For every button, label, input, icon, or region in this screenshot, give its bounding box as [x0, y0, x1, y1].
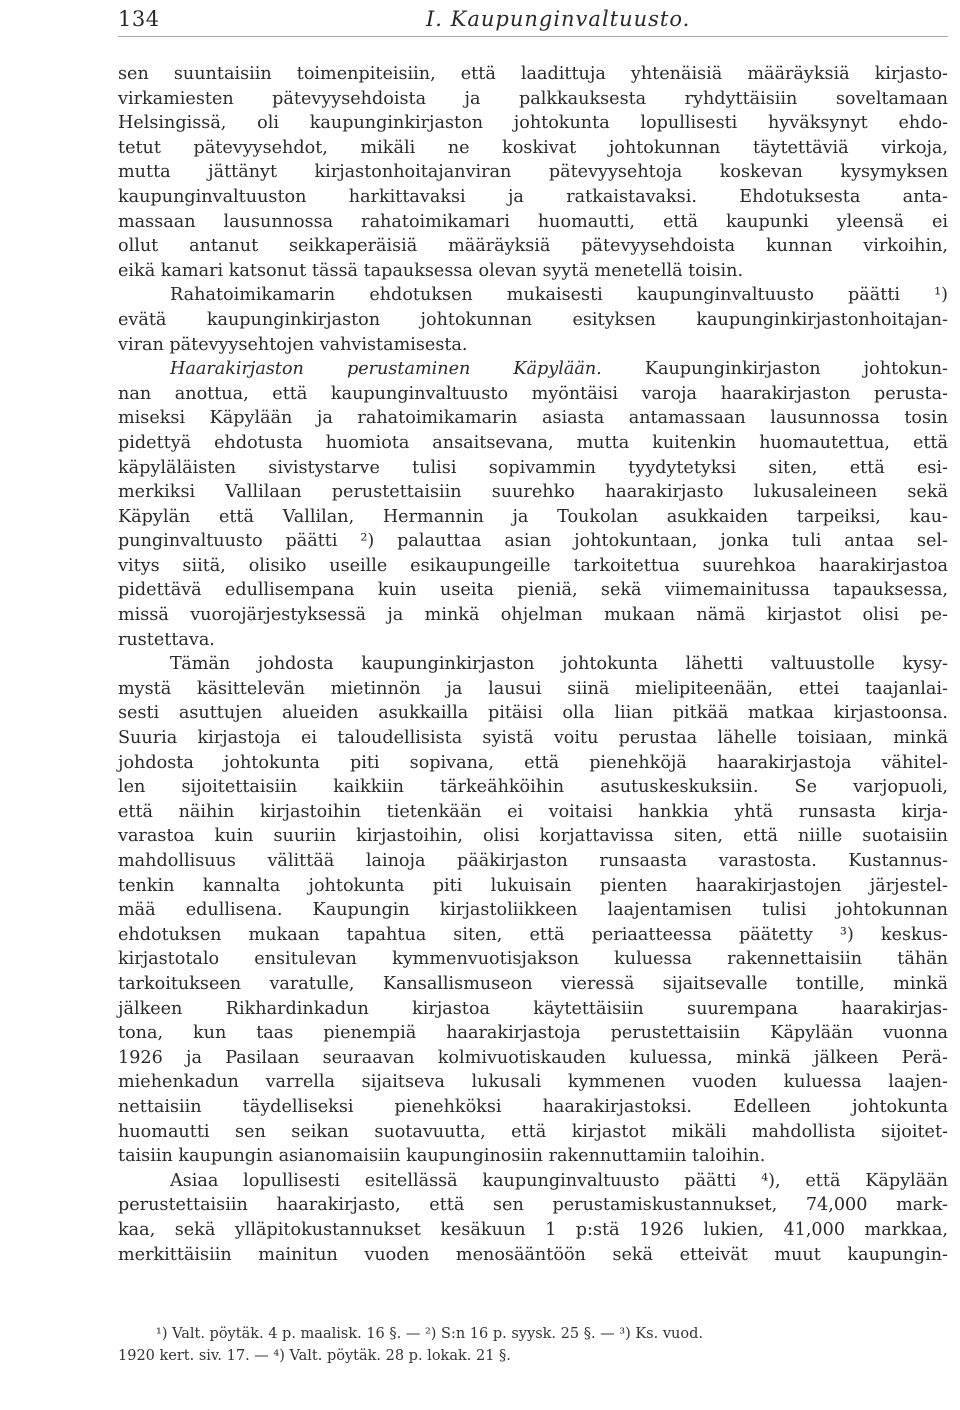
text-line	[118, 972, 948, 997]
body-text	[118, 62, 948, 1267]
text-line	[118, 136, 948, 161]
text-line	[118, 578, 948, 603]
text-line	[118, 947, 948, 972]
text-line	[118, 357, 948, 382]
line-text: Helsingissä, oli kaupunginkirjaston johtokunta lopullisesti hyväksynyt ehdo-	[118, 113, 948, 134]
text-line	[118, 111, 948, 136]
text-line	[118, 234, 948, 259]
line-text: taisiin kaupungin asianomaisiin kaupunginosiin rakennuttamiin taloihin.	[118, 1146, 766, 1167]
line-text: jälkeen Rikhardinkadun kirjastoa käytettäisiin suurempana haarakirjas-	[118, 998, 948, 1019]
line-text: käpyläläisten sivistystarve tulisi sopivammin tyydytetyksi siten, että esi-	[118, 457, 948, 478]
line-text: sesti asuttujen alueiden asukkailla pitäisi olla liian pitkää matkaa kirjastoonsa.	[118, 703, 948, 724]
text-line	[118, 1144, 948, 1169]
text-line	[118, 923, 948, 948]
text-line	[118, 874, 948, 899]
line-text: nettaisiin täydelliseksi pienehköksi haarakirjastoksi. Edelleen johtokunta	[118, 1096, 948, 1117]
section-heading: Haarakirjaston perustaminen Käpylään.	[170, 359, 602, 380]
line-text: ehdotuksen mukaan tapahtua siten, että periaatteessa päätetty ³) keskus-	[118, 924, 948, 945]
text-line	[118, 1120, 948, 1145]
line-text: eikä kamari katsonut tässä tapauksessa olevan syytä menetellä toisin.	[118, 260, 744, 281]
line-text: pidettyä ehdotusta huomiota ansaitsevana, mutta kuitenkin huomautettua, että	[118, 432, 948, 453]
text-line	[118, 677, 948, 702]
line-text: mutta jättänyt kirjastonhoitajanviran pätevyysehtoja koskevan kysymyksen	[118, 162, 948, 183]
text-line	[118, 1243, 948, 1268]
running-title: I. Kaupunginvaltuusto.	[426, 7, 691, 31]
text-line	[118, 456, 948, 481]
text-line	[118, 652, 948, 677]
line-text: johdosta johtokunta piti sopivana, että pienehköjä haarakirjastoja vähitel-	[118, 752, 948, 773]
line-text: punginvaltuusto päätti ²) palauttaa asian johtokuntaan, jonka tuli antaa sel-	[118, 531, 948, 552]
footnote-line: ¹) Valt. pöytäk. 4 p. maalisk. 16 §. — ²) S:n 16 p. syysk. 25 §. — ³) Ks. vuod.	[156, 1326, 703, 1342]
text-line	[118, 333, 948, 358]
text-line	[118, 283, 948, 308]
line-text: virkamiesten pätevyysehdoista ja palkkauksesta ryhdyttäisiin soveltamaan	[118, 88, 948, 109]
line-text: kaupunginvaltuuston harkittavaksi ja ratkaistavaksi. Ehdotuksesta anta-	[118, 186, 948, 207]
footnote-line: 1920 kert. siv. 17. — ⁴) Valt. pöytäk. 28 p. lokak. 21 §.	[118, 1348, 511, 1364]
text-line	[118, 701, 948, 726]
line-text: perustettaisiin haarakirjasto, että sen perustamiskustannukset, 74,000 mark-	[118, 1195, 948, 1216]
text-line	[118, 259, 948, 284]
text-line	[118, 160, 948, 185]
line-text: mahdollisuus välittää lainoja pääkirjaston runsaasta varastosta. Kustannus-	[118, 851, 948, 871]
line-text: tetut pätevyysehdot, mikäli ne koskivat johtokunnan täytettäviä virkoja,	[118, 137, 948, 158]
line-text: evätä kaupunginkirjaston johtokunnan esityksen kaupunginkirjastonhoitajan-	[118, 309, 948, 330]
line-text: Kaupunginkirjaston johtokun-	[601, 359, 948, 380]
text-line	[118, 1070, 948, 1095]
line-text: merkittäisiin mainitun vuoden menosääntöön sekä etteivät muut kaupungin-	[118, 1244, 948, 1265]
text-line	[118, 382, 948, 407]
text-line	[118, 603, 948, 628]
page-number: 134	[118, 7, 160, 31]
text-line	[118, 210, 948, 235]
text-line	[118, 849, 948, 874]
line-text: tenkin kannalta johtokunta piti lukuisain pienten haarakirjastojen järjestel-	[118, 875, 948, 896]
text-line	[118, 775, 948, 800]
text-line	[118, 726, 948, 751]
text-line	[118, 1046, 948, 1071]
text-line	[118, 185, 948, 210]
line-text: Suuria kirjastoja ei taloudellisista syistä voitu perustaa lähelle toisiaan, minkä	[118, 728, 948, 749]
line-text: tarkoitukseen varatulle, Kansallismuseon vieressä sijaitsevalle tontille, minkä	[118, 973, 948, 994]
line-text: nan anottua, että kaupunginvaltuusto myöntäisi varoja haarakirjaston perusta-	[118, 383, 948, 404]
line-text: ollut antanut seikkaperäisiä määräyksiä pätevyysehdoista kunnan virkoihin,	[118, 236, 948, 257]
text-line	[118, 1193, 948, 1218]
text-line	[118, 1095, 948, 1120]
line-text: missä vuorojärjestyksessä ja minkä ohjelman mukaan nämä kirjastot olisi pe-	[118, 605, 948, 626]
text-line	[118, 824, 948, 849]
line-text: massaan lausunnossa rahatoimikamari huomautti, että kaupunki yleensä ei	[118, 211, 948, 232]
line-text: miseksi Käpylään ja rahatoimikamarin asiasta antamassaan lausunnossa tosin	[118, 408, 948, 429]
footnotes	[118, 1323, 948, 1367]
text-line	[118, 505, 948, 530]
line-text: tona, kun taas pienempiä haarakirjastoja perustettaisiin Käpylään vuonna	[118, 1023, 948, 1044]
line-text: Rahatoimikamarin ehdotuksen mukaisesti kaupunginvaltuusto päätti ¹)	[170, 285, 948, 306]
line-text: Käpylän että Vallilan, Hermannin ja Toukolan asukkaiden tarpeiksi, kau-	[118, 506, 948, 527]
line-text: miehenkadun varrella sijaitseva lukusali kymmenen vuoden kuluessa laajen-	[118, 1072, 948, 1093]
line-text: sen suuntaisiin toimenpiteisiin, että laadittuja yhtenäisiä määräyksiä kirjasto-	[118, 64, 948, 84]
text-line	[118, 480, 948, 505]
line-text: Tämän johdosta kaupunginkirjaston johtokunta lähetti valtuustolle kysy-	[170, 654, 948, 675]
line-text: varastoa kuin suuriin kirjastoihin, olisi korjattavissa siten, että niille suotaisiin	[118, 826, 948, 847]
line-text: huomautti sen seikan suotavuutta, että kirjastot mikäli mahdollista sijoitet-	[118, 1121, 948, 1142]
text-line	[118, 898, 948, 923]
line-text: mystä käsittelevän mietinnön ja lausui siinä mielipiteenään, ettei taajanlai-	[118, 678, 948, 699]
text-line	[118, 62, 948, 87]
text-line	[118, 751, 948, 776]
text-line	[118, 431, 948, 456]
line-text: kaa, sekä ylläpitokustannukset kesäkuun 1 p:stä 1926 lukien, 41,000 markkaa,	[118, 1219, 948, 1240]
line-text: 1926 ja Pasilaan seuraavan kolmivuotiskauden kuluessa, minkä jälkeen Perä-	[118, 1047, 948, 1068]
line-text: vitys siitä, olisiko useille esikaupungeille tarkoitettua suurehkoa haarakirjastoa	[118, 555, 948, 576]
text-line	[118, 406, 948, 431]
line-text: että näihin kirjastoihin tietenkään ei voitaisi hankkia yhtä runsasta kirja-	[118, 801, 948, 822]
line-text: mää edullisena. Kaupungin kirjastoliikkeen laajentamisen tulisi johtokunnan	[118, 900, 948, 921]
text-line	[118, 1218, 948, 1243]
text-line	[118, 1169, 948, 1194]
header-rule	[118, 36, 948, 37]
text-line	[118, 1021, 948, 1046]
line-text: pidettävä edullisempana kuin useita pieniä, sekä viimemainitussa tapauksessa,	[118, 580, 948, 601]
text-line	[118, 997, 948, 1022]
line-text: kirjastotalo ensitulevan kymmenvuotisjakson kuluessa rakennettaisiin tähän	[118, 949, 948, 970]
line-text: rustettava.	[118, 629, 215, 650]
text-line	[118, 87, 948, 112]
line-text: Asiaa lopullisesti esitellässä kaupunginvaltuusto päätti ⁴), että Käpylään	[170, 1170, 948, 1191]
line-text: merkiksi Vallilaan perustettaisiin suurehko haarakirjasto lukusaleineen sekä	[118, 482, 948, 503]
text-line	[118, 529, 948, 554]
line-text: len sijoitettaisiin kaikkiin tärkeähköihin asutuskeskuksiin. Se varjopuoli,	[118, 777, 948, 798]
text-line	[118, 308, 948, 333]
text-line	[118, 628, 948, 653]
line-text: viran pätevyysehtojen vahvistamisesta.	[118, 334, 468, 355]
text-line	[118, 800, 948, 825]
page-header	[0, 0, 960, 40]
text-line	[118, 554, 948, 579]
